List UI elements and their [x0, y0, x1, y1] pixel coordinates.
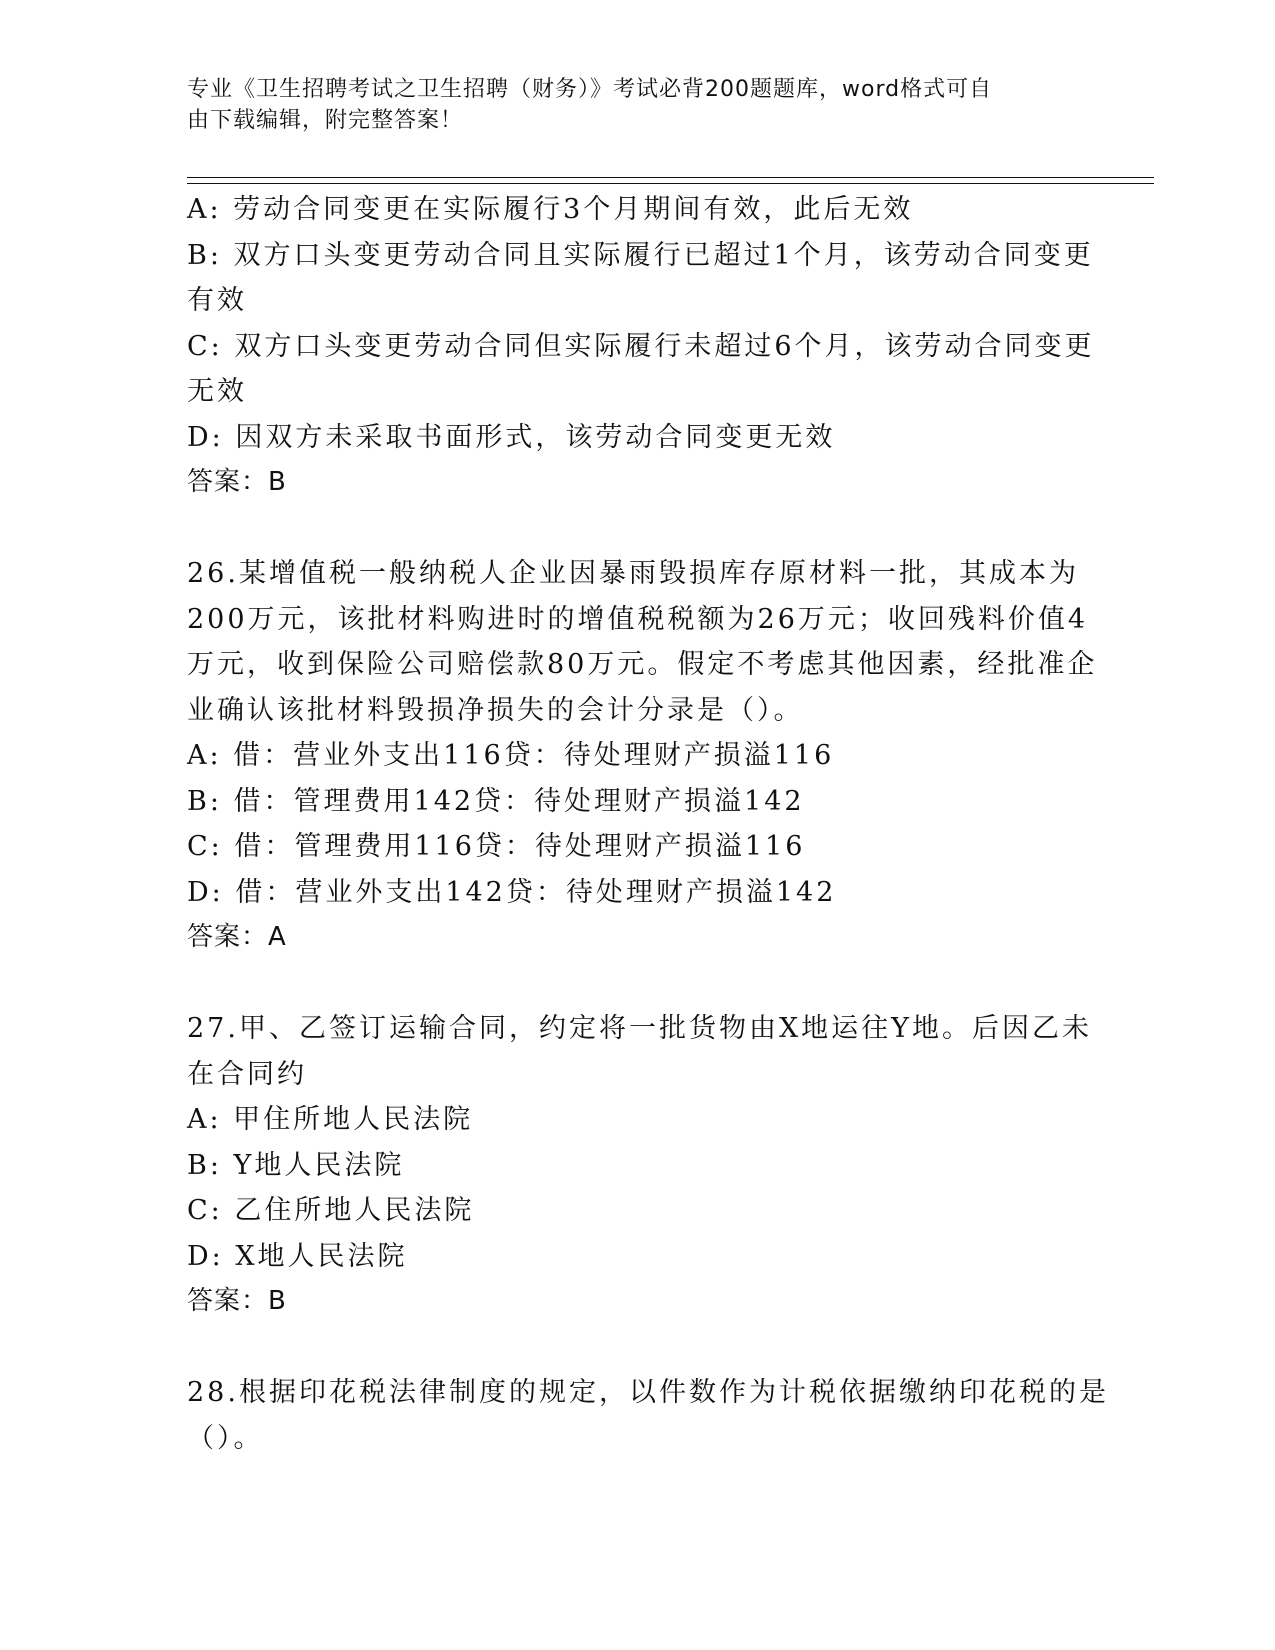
document-header	[187, 74, 1067, 136]
question-28	[187, 1370, 1109, 1461]
question-stem-line-2: 在合同约	[187, 1058, 307, 1090]
document-body	[187, 187, 1109, 1461]
option-c-line-2: 无效	[187, 376, 247, 407]
question-stem-line-3: 万元，收到保险公司赔偿款80万元。假定不考虑其他因素，经批准企	[187, 649, 1098, 680]
question-stem-line-1: 27.甲、乙签订运输合同，约定将一批货物由X地运往Y地。后因乙未	[187, 1013, 1092, 1044]
option-a: A: 劳动合同变更在实际履行3个月期间有效，此后无效	[187, 194, 914, 225]
question-25-options	[187, 187, 1095, 506]
option-b: B: Y地人民法院	[187, 1149, 405, 1181]
option-c: C: 乙住所地人民法院	[187, 1195, 475, 1226]
question-27	[187, 1006, 1092, 1325]
option-b: B: 借：管理费用142贷：待处理财产损溢142	[187, 785, 805, 817]
question-stem-line-1: 26.某增值税一般纳税人企业因暴雨毁损库存原材料一批，其成本为	[187, 558, 1079, 589]
option-b-line-1: B: 双方口头变更劳动合同且实际履行已超过1个月，该劳动合同变更	[187, 239, 1094, 271]
option-a: A: 借：营业外支出116贷：待处理财产损溢116	[187, 740, 835, 771]
question-stem-line-2: （）。	[187, 1422, 264, 1454]
header-divider-top	[187, 177, 1154, 178]
question-26	[187, 551, 1098, 961]
spacer	[187, 961, 1087, 1007]
question-stem-line-4: 业确认该批材料毁损净损失的会计分录是（）。	[187, 694, 804, 726]
option-d: D: 因双方未采取书面形式，该劳动合同变更无效	[187, 421, 836, 453]
option-c: C: 借：管理费用116贷：待处理财产损溢116	[187, 831, 806, 862]
spacer	[187, 1325, 1087, 1371]
option-d: D: X地人民法院	[187, 1240, 408, 1272]
header-line-2: 由下载编辑，附完整答案！	[187, 108, 464, 133]
spacer	[187, 506, 1087, 552]
header-line-1: 专业《卫生招聘考试之卫生招聘（财务）》考试必背200题题库，word格式可自	[187, 77, 993, 102]
question-stem-line-2: 200万元，该批材料购进时的增值税税额为26万元；收回残料价值4	[187, 603, 1089, 635]
option-a: A: 甲住所地人民法院	[187, 1104, 474, 1135]
option-d: D: 借：营业外支出142贷：待处理财产损溢142	[187, 876, 837, 908]
header-divider-bottom	[187, 183, 1154, 184]
answer: 答案：B	[187, 1286, 287, 1316]
answer: 答案：B	[187, 467, 287, 497]
option-c-line-1: C: 双方口头变更劳动合同但实际履行未超过6个月，该劳动合同变更	[187, 330, 1095, 362]
question-stem-line-1: 28.根据印花税法律制度的规定，以件数作为计税依据缴纳印花税的是	[187, 1377, 1109, 1408]
answer: 答案：A	[187, 922, 287, 952]
option-b-line-2: 有效	[187, 285, 247, 316]
